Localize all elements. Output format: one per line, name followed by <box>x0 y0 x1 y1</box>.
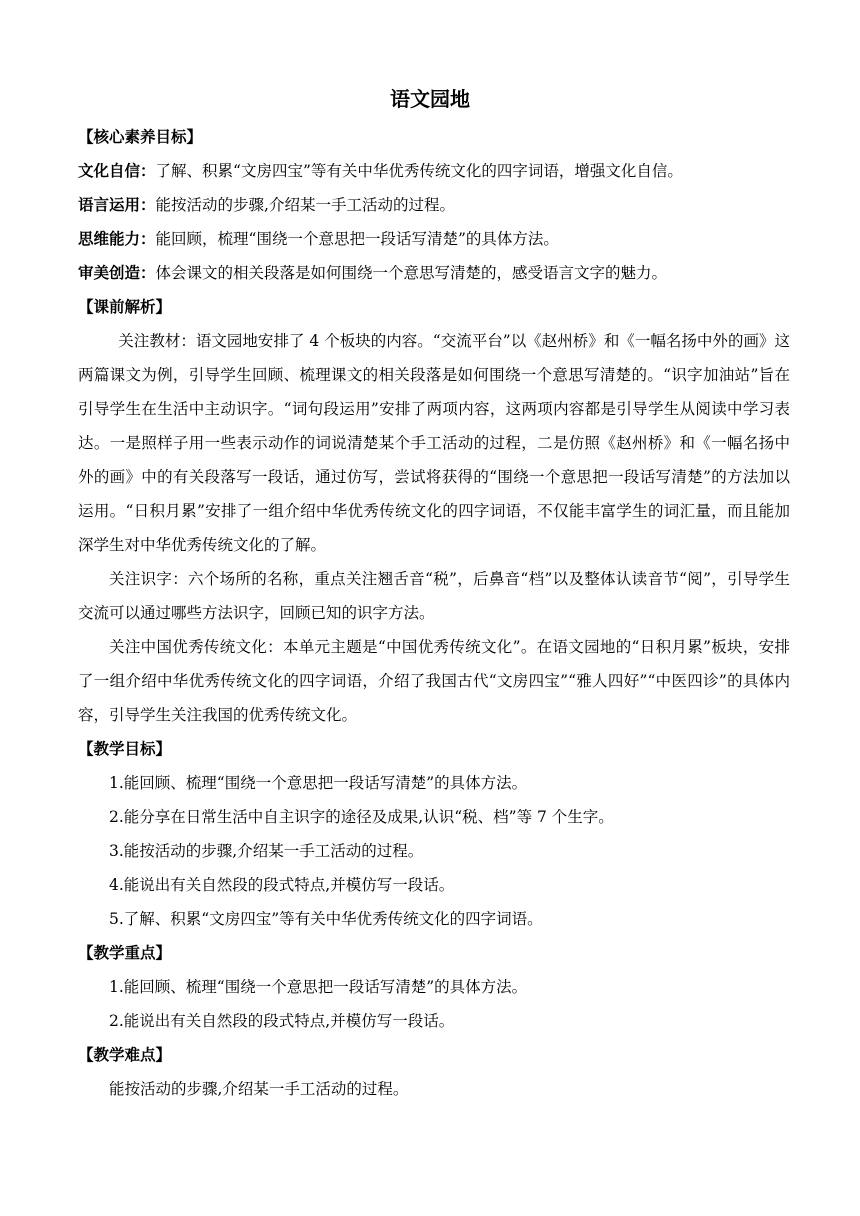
section-heading-teaching-goals: 【教学目标】 <box>78 740 172 758</box>
core-goal-text: 体会课文的相关段落是如何围绕一个意思写清楚的，感受语言文字的魅力。 <box>155 264 668 282</box>
teaching-goal-item: 1.能回顾、梳理“围绕一个意思把一段话写清楚”的具体方法。 <box>109 774 528 792</box>
key-point-item: 2.能说出有关自然段的段式特点,并模仿写一段话。 <box>109 1012 455 1030</box>
difficulty-text: 能按活动的步骤,介绍某一手工活动的过程。 <box>109 1080 409 1098</box>
document-title: 语文园地 <box>390 87 470 111</box>
core-goal-label: 审美创造： <box>78 264 156 282</box>
teaching-goal-item: 5.了解、积累“文房四宝”等有关中华优秀传统文化的四字词语。 <box>109 910 543 928</box>
section-heading-key-points: 【教学重点】 <box>78 944 172 962</box>
section-heading-core-goals: 【核心素养目标】 <box>78 128 203 146</box>
core-goal-aesthetic <box>78 256 790 290</box>
core-goal-language <box>78 188 790 222</box>
document-body <box>78 120 790 1106</box>
teaching-goal-item: 4.能说出有关自然段的段式特点,并模仿写一段话。 <box>109 876 455 894</box>
analysis-paragraph-textbook: 关注教材：语文园地安排了 4 个板块的内容。“交流平台”以《赵州桥》和《一幅名扬中外的画》这两篇课文为例，引导学生回顾、梳理课文的相关段落是如何围绕一个意思写清楚的。“识字加油站”旨在引导学生在生活中主动识字。“词句段运用”安排了两项内容，这两项内容都是引导学生从阅读中学习表达。一是照样子用一些表示动作的词说清楚某个手工活动的过程，二是仿照《赵州桥》和《一幅名扬中外的画》中的有关段落写一段话，通过仿写，尝试将获得的“围绕一个意思把一段话写清楚”的方法加以运用。“日积月累”安排了一组介绍中华优秀传统文化的四字词语，不仅能丰富学生的词汇量，而且能加深学生对中华优秀传统文化的了解。 <box>78 332 790 554</box>
core-goal-culture <box>78 154 790 188</box>
key-point-item: 1.能回顾、梳理“围绕一个意思把一段话写清楚”的具体方法。 <box>109 978 528 996</box>
teaching-goal-item: 2.能分享在日常生活中自主识字的途径及成果,认识“税、档”等 7 个生字。 <box>109 808 614 826</box>
core-goal-label: 文化自信： <box>78 162 156 180</box>
core-goal-text: 了解、积累“文房四宝”等有关中华优秀传统文化的四字词语，增强文化自信。 <box>155 162 683 180</box>
core-goal-label: 语言运用： <box>78 196 156 214</box>
core-goal-text: 能按活动的步骤,介绍某一手工活动的过程。 <box>155 196 455 214</box>
section-heading-difficulties: 【教学难点】 <box>78 1046 172 1064</box>
section-heading-pre-class-analysis: 【课前解析】 <box>78 298 172 316</box>
core-goal-thinking <box>78 222 790 256</box>
core-goal-text: 能回顾，梳理“围绕一个意思把一段话写清楚”的具体方法。 <box>155 230 559 248</box>
teaching-goal-item: 3.能按活动的步骤,介绍某一手工活动的过程。 <box>109 842 424 860</box>
analysis-paragraph-literacy: 关注识字：六个场所的名称，重点关注翘舌音“税”，后鼻音“档”以及整体认读音节“阅”，引导学生交流可以通过哪些方法识字，回顾已知的识字方法。 <box>78 570 790 622</box>
analysis-paragraph-culture: 关注中国优秀传统文化：本单元主题是“中国优秀传统文化”。在语文园地的“日积月累”板块，安排了一组介绍中华优秀传统文化的四字词语，介绍了我国古代“文房四宝”“雅人四好”“中医四诊”的具体内容，引导学生关注我国的优秀传统文化。 <box>78 638 790 724</box>
core-goal-label: 思维能力： <box>78 230 156 248</box>
